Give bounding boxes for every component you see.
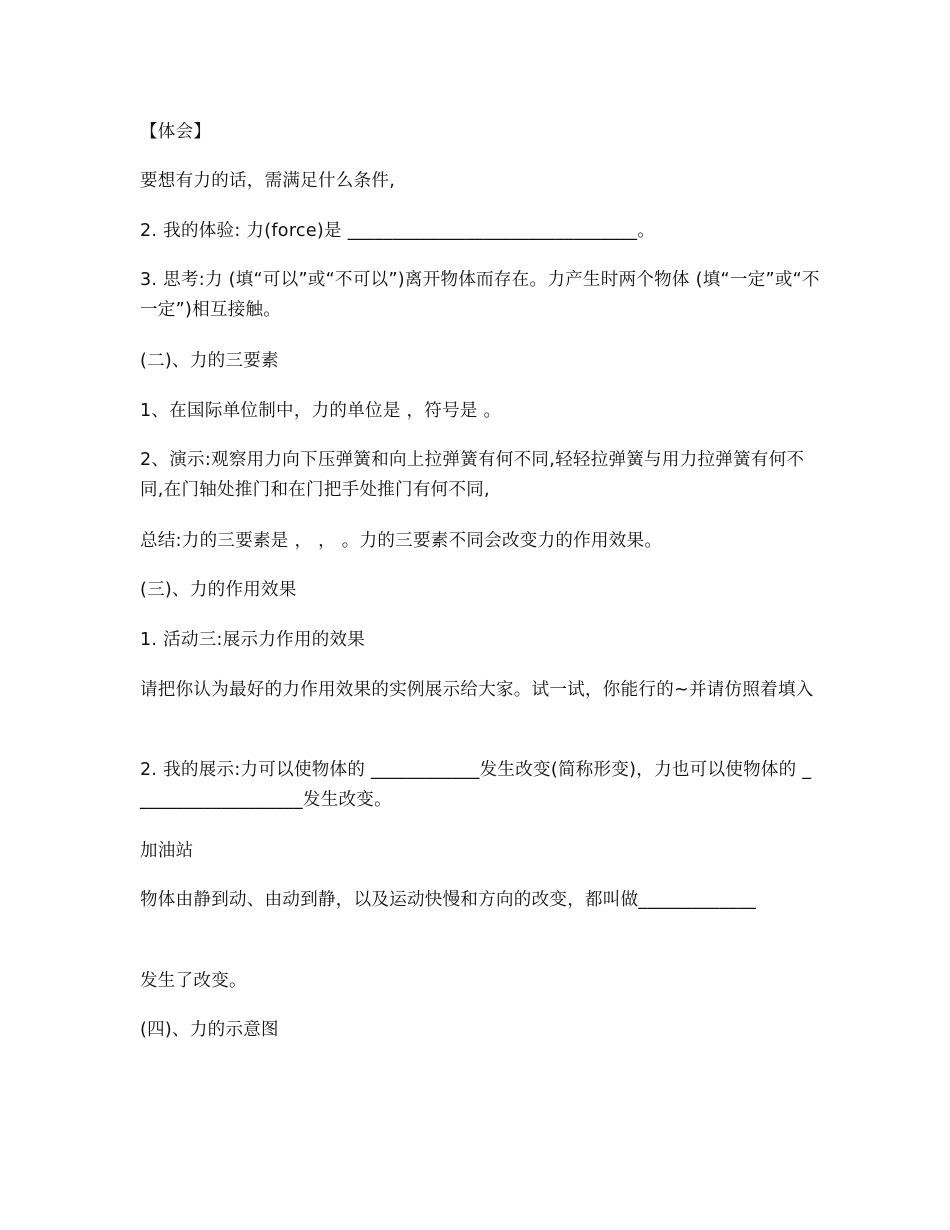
paragraph-changed: 发生了改变。: [140, 971, 247, 991]
section-heading-force-diagram: (四)、力的示意图: [140, 1020, 279, 1040]
paragraph-show-examples: 请把你认为最好的力作用效果的实例展示给大家。试一试，你能行的~并请仿照着填入: [140, 680, 814, 700]
paragraph-unit: 1、在国际单位制中，力的单位是 ，符号是 。: [140, 401, 502, 421]
paragraph-experience: 2. 我的体验: 力(force)是 ________________________________。: [140, 221, 656, 241]
paragraph-activity-three: 1. 活动三:展示力作用的效果: [140, 630, 366, 650]
paragraph-question: 要想有力的话，需满足什么条件,: [140, 171, 396, 191]
heading-refuel-station: 加油站: [140, 841, 194, 861]
section-heading-effects: (三)、力的作用效果: [140, 580, 297, 600]
paragraph-my-display: 2. 我的展示:力可以使物体的 ____________发生改变(简称形变)，力也可以使物体的 ___________________发生改变。: [140, 760, 812, 810]
section-heading-three-elements: (二)、力的三要素: [140, 351, 279, 371]
paragraph-motion-change: 物体由静到动、由动到静，以及运动快慢和方向的改变，都叫做_____________: [140, 890, 757, 910]
section-heading-tihui: 【体会】: [140, 122, 212, 142]
paragraph-summary: 总结:力的三要素是 ， ， 。力的三要素不同会改变力的作用效果。: [140, 531, 663, 551]
paragraph-demonstration: 2、演示:观察用力向下压弹簧和向上拉弹簧有何不同,轻轻拉弹簧与用力拉弹簧有何不同,在门轴处推门和在门把手处推门有何不同,: [140, 450, 805, 500]
paragraph-thinking: 3. 思考:力 (填“可以”或“不可以”)离开物体而存在。力产生时两个物体 (填“一定”或“不一定”)相互接触。: [140, 270, 820, 320]
